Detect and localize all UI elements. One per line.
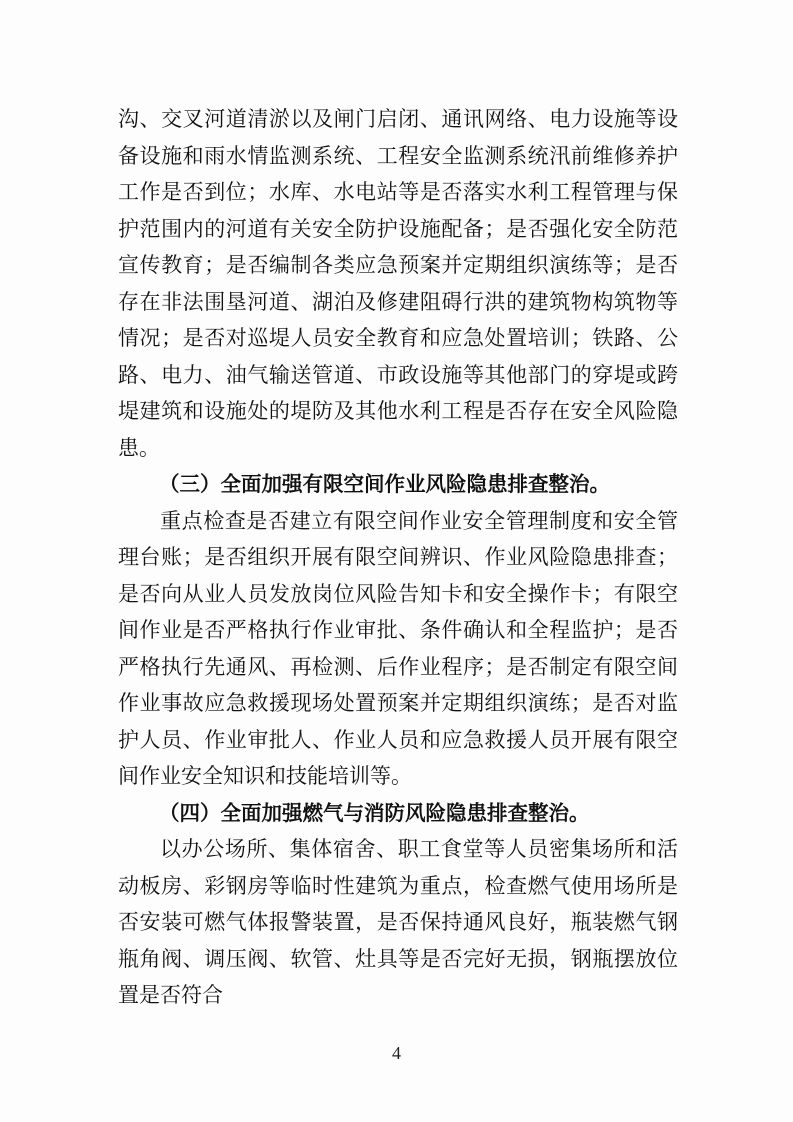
body-paragraph-2: 重点检查是否建立有限空间作业安全管理制度和安全管理台账；是否组织开展有限空间辨识、作业风险隐患排查；是否向从业人员发放岗位风险告知卡和安全操作卡；有限空间作业是否严格执行作业审批、条件确认和全程监护；是否严格执行先通风、再检测、后作业程序；是否制定有限空间作业事故应急救援现场处置预案并定期组织演练；是否对监护人员、作业审批人、作业人员和应急救援人员开展有限空间作业安全知识和技能培训等。 [118,508,678,788]
section-heading-3: （三）全面加强有限空间作业风险隐患排查整治。 [159,472,610,496]
page-number: 4 [392,1043,401,1063]
section-heading-4: （四）全面加强燃气与消防风险隐患排查整治。 [159,800,590,825]
document-body [118,101,678,1014]
body-paragraph-1: 沟、交叉河道清淤以及闸门启闭、通讯网络、电力设施等设备设施和雨水情监测系统、工程安全监测系统汛前维修养护工作是否到位；水库、水电站等是否落实水利工程管理与保护范围内的河道有关安全防护设施配备；是否强化安全防范宣传教育；是否编制各类应急预案并定期组织演练等；是否存在非法围垦河道、湖泊及修建阻碍行洪的建筑物构筑物等情况；是否对巡堤人员安全教育和应急处置培训；铁路、公路、电力、油气输送管道、市政设施等其他部门的穿堤或跨堤建筑和设施处的堤防及其他水利工程是否存在安全风险隐患。 [118,107,678,460]
body-paragraph-3: 以办公场所、集体宿舍、职工食堂等人员密集场所和活动板房、彩钢房等临时性建筑为重点，检查燃气使用场所是否安装可燃气体报警装置，是否保持通风良好，瓶装燃气钢瓶角阀、调压阀、软管、灶具等是否完好无损，钢瓶摆放位置是否符合 [118,837,678,1007]
